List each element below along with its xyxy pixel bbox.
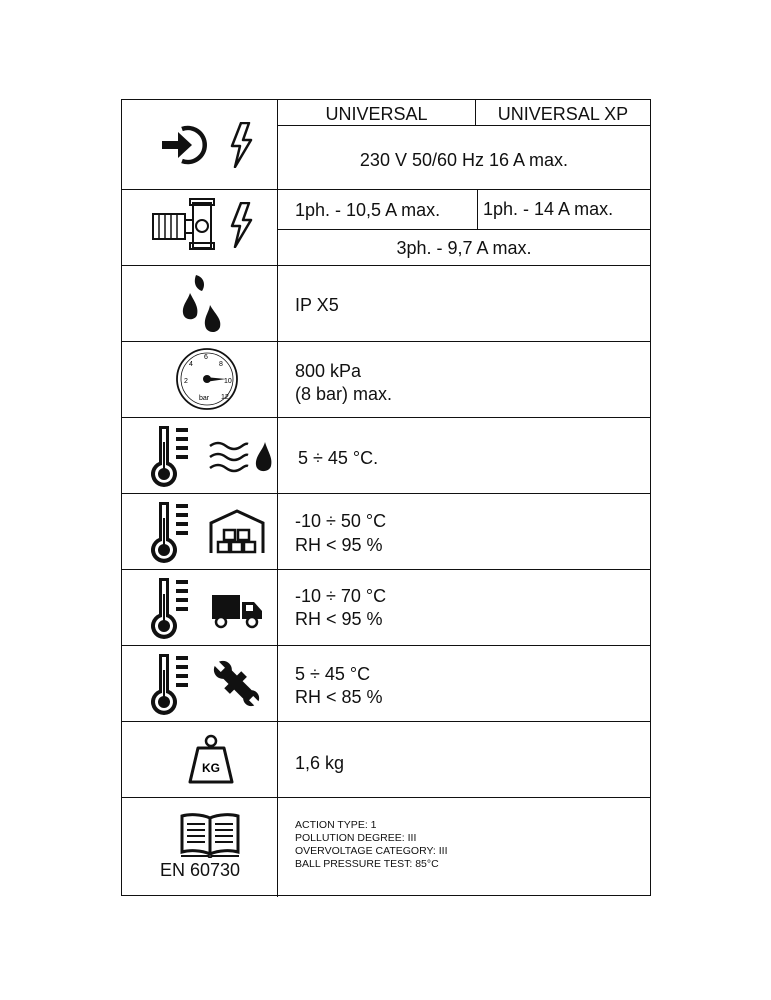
pump-icon [150, 197, 222, 251]
operating-humidity: RH < 85 % [295, 687, 383, 707]
transport-temperature: -10 ÷ 70 °C [295, 586, 387, 606]
liquid-temperature-value: 5 ÷ 45 °C. [298, 448, 379, 468]
row-storage-conditions [122, 494, 650, 570]
thermometer-icon [149, 422, 197, 490]
transport-humidity: RH < 95 % [295, 609, 383, 629]
book-icon [179, 812, 241, 858]
model-b-single-phase: 1ph. - 14 A max. [483, 199, 614, 219]
gauge-tick-4: 4 [189, 361, 193, 368]
row-max-pressure [122, 342, 650, 418]
warehouse-icon [208, 509, 266, 555]
weight-value: 1,6 kg [295, 753, 345, 773]
pressure-gauge-icon [174, 346, 240, 412]
row-weight [122, 722, 650, 798]
model-b-header: UNIVERSAL XP [497, 104, 629, 124]
icon-cell [122, 266, 278, 341]
row-transport-conditions [122, 570, 650, 646]
thermometer-icon [149, 650, 197, 718]
wrench-icon [212, 658, 262, 710]
lightning-icon [228, 122, 254, 168]
water-drop-icon [252, 440, 274, 474]
protection-value: IP X5 [295, 295, 339, 315]
truck-icon [210, 592, 264, 630]
storage-humidity: RH < 95 % [295, 535, 383, 555]
gauge-tick-6: 6 [204, 354, 208, 361]
icon-cell [122, 494, 278, 569]
row-motor-current [122, 190, 650, 266]
three-phase-current: 3ph. - 9,7 A max. [396, 238, 532, 258]
row-standard [122, 798, 650, 897]
model-a-header: UNIVERSAL [325, 104, 428, 124]
icon-cell [122, 722, 278, 797]
icon-cell [122, 100, 278, 189]
row-power-supply [122, 100, 650, 190]
pressure-bar: (8 bar) max. [295, 384, 393, 404]
technical-data-table [121, 99, 651, 896]
pressure-kpa: 800 kPa [295, 361, 362, 381]
standard-line-overvoltage: OVERVOLTAGE CATEGORY: III [295, 845, 448, 857]
lightning-icon [228, 202, 254, 248]
gauge-tick-8: 8 [219, 361, 223, 368]
icon-cell [122, 570, 278, 645]
row-liquid-temperature [122, 418, 650, 494]
icon-cell [122, 342, 278, 417]
icon-cell [122, 798, 278, 897]
gauge-unit: bar [199, 395, 210, 402]
supply-value: 230 V 50/60 Hz 16 A max. [359, 150, 569, 170]
gauge-tick-2: 2 [184, 378, 188, 385]
operating-temperature: 5 ÷ 45 °C [295, 664, 371, 684]
power-input-icon [160, 120, 220, 170]
storage-temperature: -10 ÷ 50 °C [295, 511, 387, 531]
row-operating-conditions [122, 646, 650, 722]
gauge-tick-10: 10 [224, 378, 232, 385]
icon-cell [122, 190, 278, 265]
water-drops-icon [180, 273, 230, 337]
standard-line-pollution: POLLUTION DEGREE: III [295, 832, 417, 844]
standard-line-action-type: ACTION TYPE: 1 [295, 819, 377, 831]
model-a-single-phase: 1ph. - 10,5 A max. [295, 200, 441, 220]
weight-icon [186, 734, 236, 786]
standard-line-ball-pressure: BALL PRESSURE TEST: 85°C [295, 858, 439, 870]
thermometer-icon [149, 498, 197, 566]
row-protection [122, 266, 650, 342]
weight-icon-label: KG [202, 761, 220, 775]
icon-cell [122, 646, 278, 721]
standard-label: EN 60730 [159, 860, 241, 880]
icon-cell [122, 418, 278, 493]
gauge-tick-12: 12 [221, 394, 229, 401]
thermometer-icon [149, 574, 197, 642]
water-waves-icon [208, 440, 250, 474]
